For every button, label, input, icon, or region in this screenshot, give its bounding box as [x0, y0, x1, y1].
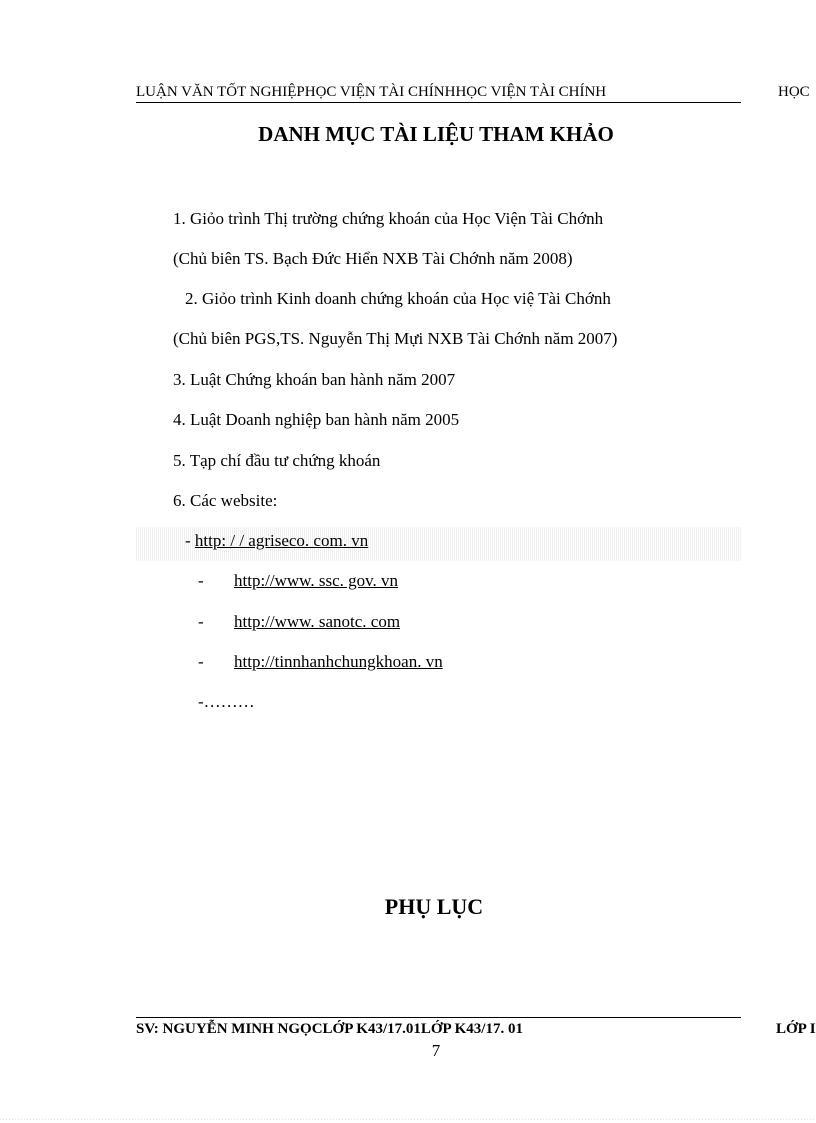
reference-item-5: 5. Tạp chí đầu tư chứng khoán — [173, 451, 381, 470]
page-header-overflow-text: HỌC — [778, 84, 810, 100]
page-edge-divider — [0, 1119, 816, 1120]
appendix-title: PHỤ LỤC — [384, 894, 484, 919]
reference-item-2-detail: (Chủ biên PGS,TS. Nguyễn Thị Mựi NXB Tài Chớnh năm 2007) — [173, 329, 618, 348]
page-footer-text: SV: NGUYỄN MINH NGỌCLỚP K43/17.01LỚP K43/17. 01 — [136, 1021, 523, 1037]
page-header-text: LUẬN VĂN TỐT NGHIỆPHỌC VIỆN TÀI CHÍNHHỌC VIỆN TÀI CHÍNH — [136, 84, 607, 100]
website-dash: - — [198, 612, 204, 631]
website-dash: - — [198, 652, 204, 671]
page-number: 7 — [431, 1041, 441, 1060]
reference-item-4: 4. Luật Doanh nghiệp ban hành năm 2005 — [173, 410, 460, 429]
footer-divider — [136, 1017, 741, 1018]
reference-item-3: 3. Luật Chứng khoán ban hành năm 2007 — [173, 370, 456, 389]
website-dash: - — [185, 531, 195, 550]
page-title: DANH MỤC TÀI LIỆU THAM KHẢO — [258, 122, 614, 146]
reference-item-2: 2. Giỏo trình Kinh doanh chứng khoán của Học việ Tài Chớnh — [185, 289, 611, 308]
reference-item-1: 1. Giỏo trình Thị trường chứng khoán của Học Viện Tài Chớnh — [173, 209, 604, 228]
website-link-sanotc[interactable]: http://www. sanotc. com — [234, 612, 401, 631]
website-ellipsis: -……… — [198, 692, 255, 711]
header-divider — [136, 102, 741, 103]
website-dash: - — [198, 571, 204, 590]
website-link-agriseco[interactable]: http: / / agriseco. com. vn — [194, 531, 369, 550]
website-link-ssc[interactable]: http://www. ssc. gov. vn — [234, 571, 399, 590]
reference-item-6: 6. Các website: — [173, 491, 278, 510]
page-footer-overflow-text: LỚP I — [776, 1021, 816, 1037]
website-link-tinnhanh[interactable]: http://tinnhanhchungkhoan. vn — [234, 652, 443, 671]
reference-item-1-detail: (Chủ biên TS. Bạch Đức Hiển NXB Tài Chớnh năm 2008) — [173, 249, 573, 268]
website-item-1 — [185, 531, 368, 551]
